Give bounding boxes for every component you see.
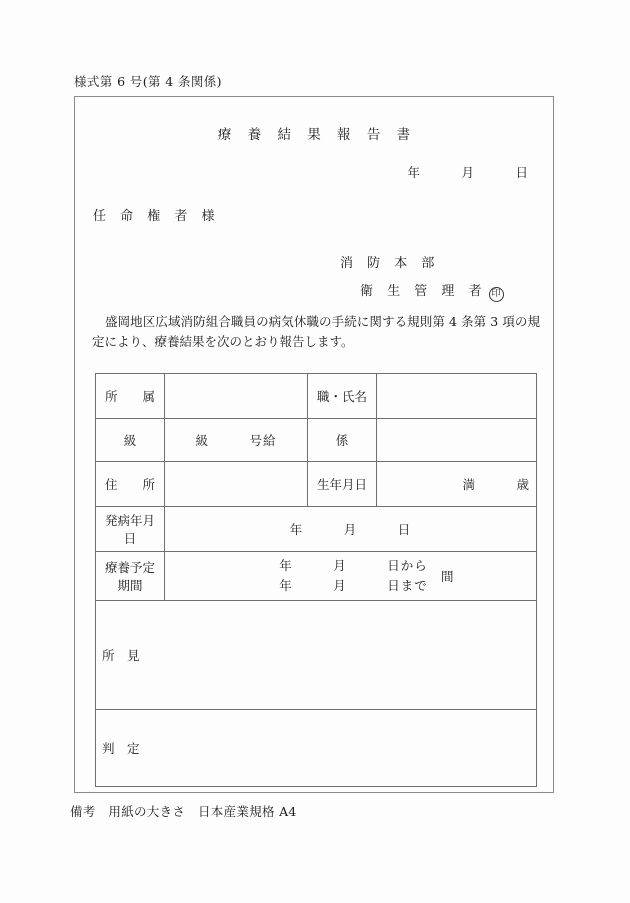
cell-affiliation-label: 所 属 [96, 374, 165, 419]
table-row [96, 601, 537, 710]
judgment-label: 判 定 [102, 741, 140, 756]
cell-section-value[interactable] [377, 419, 537, 462]
sender-organization: 消 防 本 部 [340, 256, 440, 271]
cell-judgment[interactable] [96, 710, 537, 787]
cell-grade-label: 級 [96, 419, 165, 462]
cell-position-name-label: 職・氏名 [308, 374, 377, 419]
period-unit-label: 間 [441, 569, 454, 584]
cell-onset-label: 発病年月日 [96, 507, 165, 552]
sender-role [360, 280, 504, 302]
table-row [96, 710, 537, 787]
period-line-to: 年 月 日まで [279, 578, 428, 593]
table-row [96, 462, 537, 507]
form-number: 様式第 6 号(第 4 条関係) [74, 74, 222, 89]
cell-onset-value[interactable]: 年 月 日 [165, 507, 537, 552]
document-title: 療 養 結 果 報 告 書 [217, 127, 417, 143]
table-row [96, 507, 537, 552]
cell-birthdate-label: 生年月日 [308, 462, 377, 507]
sender-role-label: 衛 生 管 理 者 [360, 284, 487, 299]
cell-birthdate-value[interactable]: 満 歳 [377, 462, 537, 507]
period-line-from: 年 月 日から [279, 558, 428, 573]
cell-address-label: 住 所 [96, 462, 165, 507]
addressee: 任 命 権 者 様 [93, 209, 220, 224]
cell-grade-value[interactable]: 級 号給 [165, 419, 308, 462]
cell-period-label: 療養予定期間 [96, 552, 165, 601]
cell-address-value[interactable] [165, 462, 308, 507]
document-frame [74, 96, 554, 793]
cell-section-label: 係 [308, 419, 377, 462]
findings-label: 所 見 [102, 648, 140, 663]
table-row [96, 552, 537, 601]
table-row [96, 374, 537, 419]
cell-findings[interactable] [96, 601, 537, 710]
cell-period-value[interactable] [165, 552, 537, 601]
table-row [96, 419, 537, 462]
form-table [95, 373, 537, 787]
seal-icon: 印 [489, 287, 504, 302]
cell-position-name-value[interactable] [377, 374, 537, 419]
cell-affiliation-value[interactable] [165, 374, 308, 419]
body-paragraph: 盛岡地区広域消防組合職員の病気休職の手続に関する規則第 4 条第 3 項の規定により、療養結果を次のとおり報告します。 [92, 314, 540, 349]
date-line: 年 月 日 [407, 165, 529, 180]
footer-note: 備考 用紙の大きさ 日本産業規格 A4 [70, 804, 297, 819]
